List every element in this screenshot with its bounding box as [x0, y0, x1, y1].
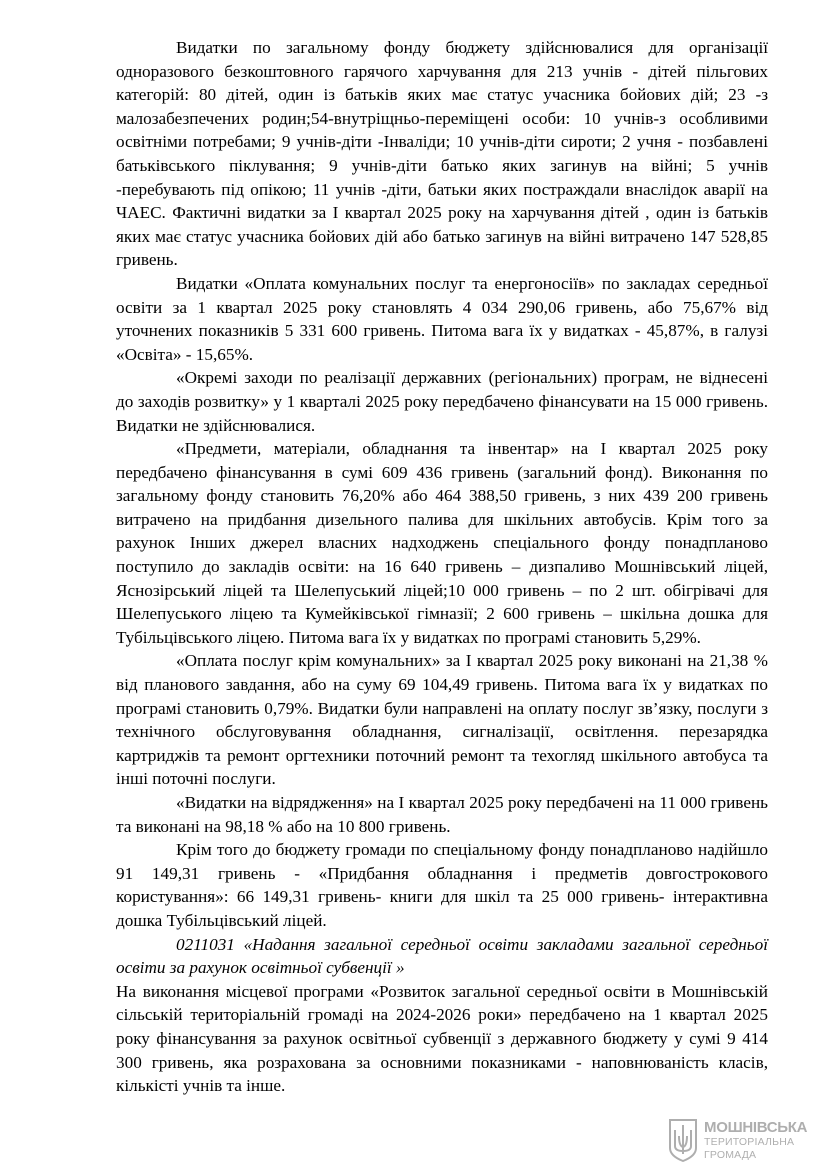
watermark-subtitle-2: ГРОМАДА — [704, 1148, 757, 1161]
paragraph-subvention: На виконання місцевої програми «Розвиток загальної середньої освіти в Мошнівській сільській територіальній громаді на 2024-2026 роки» передбачено на 1 квартал 2025 року фінансування за рахунок освітньої субвенції з державного бюджету у сумі 9 414 300 гривень, яка розрахована за основними показниками - наповнюваність класів, кількісті учнів та інше. — [116, 981, 768, 1096]
paragraph-utilities: Видатки «Оплата комунальних послуг та енергоносіїв» по закладах середньої освіти за 1 квартал 2025 року становлять 4 034 290,06 гривень, або 75,67% від уточнених показників 5 331 600 гривень. Питома вага їх у видатках - 45,87%, в галузі «Освіта» - 15,65%. — [116, 273, 768, 364]
watermark-text — [704, 1120, 807, 1160]
paragraph-materials: «Предмети, матеріали, обладнання та інвентар» на І квартал 2025 року передбачено фінансування в сумі 609 436 гривень (загальний фонд). Виконання по загальному фонду становить 76,20% або 464 388,50 гривень, з них 439 200 гривень витрачено на придбання дизельного палива для шкільних автобусів. Крім того за рахунок Інших джерел власних надходжень спеціального фонду понадпланово поступило до закладів освіти: на 16 640 гривень – дизпаливо Мошнівський ліцей, Яснозірський ліцей та Шелепуський ліцей;10 000 гривень – по 2 шт. обігрівачі для Шелепуського ліцею та Кумейківської гімназії; 2 600 гривень – шкільна дошка для Тубільцівського ліцею. Питома вага їх у видатках по програмі становить 5,29%. — [116, 439, 768, 647]
paragraph-state-programs: «Окремі заходи по реалізації державних (регіональних) програм, не віднесені до заходів розвитку» у 1 кварталі 2025 року передбачено фінансувати на 15 000 гривень. Видатки не здійснювалися. — [116, 368, 768, 435]
paragraph-travel: «Видатки на відрядження» на І квартал 2025 року передбачені на 11 000 гривень та виконані на 98,18 % або на 10 800 гривень. — [116, 793, 768, 836]
section-heading-0211031: 0211031 «Надання загальної середньої освіти закладами загальної середньої освіти за рахунок освітньої субвенції » — [116, 934, 768, 978]
community-watermark — [668, 1117, 818, 1163]
trident-emblem-icon — [668, 1118, 698, 1162]
document-body — [116, 36, 768, 1098]
watermark-subtitle-1: ТЕРИТОРІАЛЬНА — [704, 1136, 795, 1148]
paragraph-services: «Оплата послуг крім комунальних» за І квартал 2025 року виконані на 21,38 % від планового завдання, або на суму 69 104,49 гривень. Питома вага їх у видатках по програмі становить 0,79%. Видатки були направлені на оплату послуг зв’язку, послуги з технічного обслуговування обладнання, сигналізації, освітлення. перезарядка картриджів та ремонт оргтехники поточний ремонт та техогляд шкільного автобуса та інші поточні послуги. — [116, 651, 768, 789]
watermark-title: МОШНІВСЬКА — [704, 1119, 808, 1136]
paragraph-special-fund: Крім того до бюджету громади по спеціальному фонду понадпланово надійшло 91 149,31 гривень - «Придбання обладнання і предметів довгострокового користування»: 66 149,31 гривень- книги для шкіл та 25 000 гривень- інтерактивна дошка Тубільцівський ліцей. — [116, 840, 768, 930]
paragraph-meals: Видатки по загальному фонду бюджету здійснювалися для організації одноразового безкоштовного гарячого харчування для 213 учнів - дітей пільгових категорій: 80 дітей, один із батьків яких має статус учасника бойових дій; 23 -з малозабезпечених родин;54-внутріщньо-переміщені особи: 10 учнів-з особливими освітніми потребами; 9 учнів-діти -Інваліди; 10 учнів-діти сироти; 2 учня - позбавлені батьківського піклування; 9 учнів-діти батько яких загинув на війні; 5 учнів -перебувають під опікою; 11 учнів -діти, батьки яких постраждали внаслідок аварії на ЧАЕС. Фактичні видатки за І квартал 2025 року на харчування дітей , один із батьків яких має статус учасника бойових дій або батько загинув на війні витрачено 147 528,85 гривень. — [116, 38, 768, 270]
